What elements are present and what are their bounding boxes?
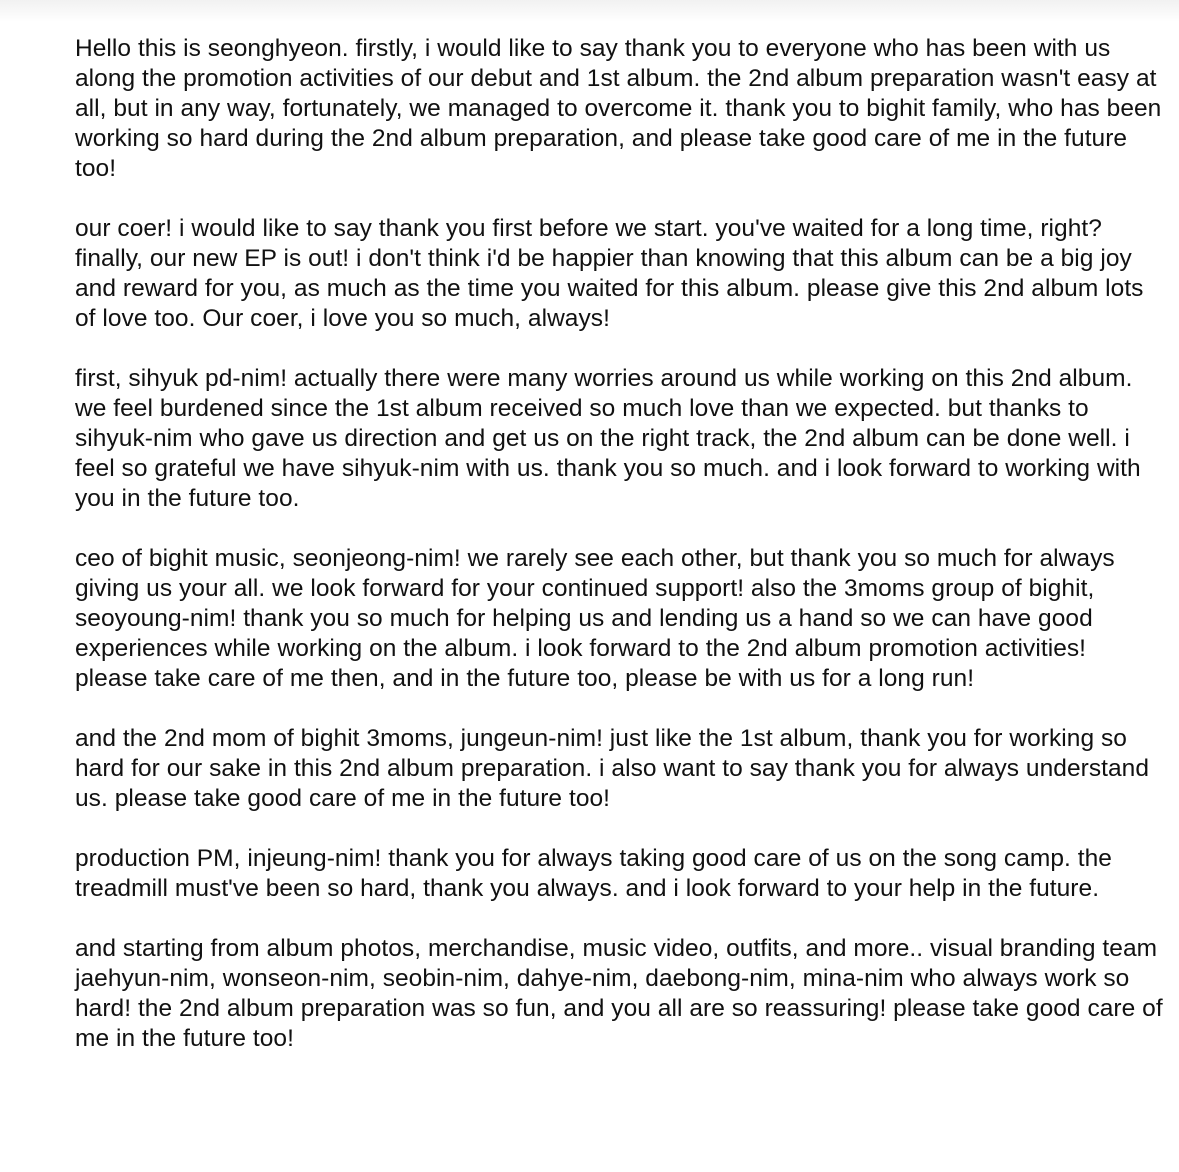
paragraph-coer: our coer! i would like to say thank you first before we start. you've waited for a long time, right? finally, our new EP is out! i don't think i'd be happier than knowing that this album can be a big joy and reward for you, as much as the time you waited for this album. please give this 2nd album lots of love too. Our coer, i love you so much, always! [75, 215, 1144, 332]
document-body [75, 34, 1165, 1054]
paragraph-jungeun: and the 2nd mom of bighit 3moms, jungeun-nim! just like the 1st album, thank you for working so hard for our sake in this 2nd album preparation. i also want to say thank you for always understand us. please take good care of me in the future too! [75, 725, 1150, 812]
paragraph-intro: Hello this is seonghyeon. firstly, i would like to say thank you to everyone who has been with us along the promotion activities of our debut and 1st album. the 2nd album preparation wasn't easy at all, but in any way, fortunately, we managed to overcome it. thank you to bighit family, who has been working so hard during the 2nd album preparation, and please take good care of me in the future too! [75, 35, 1162, 182]
paragraph-sihyuk: first, sihyuk pd-nim! actually there were many worries around us while working on this 2nd album. we feel burdened since the 1st album received so much love than we expected. but thanks to sihyuk-nim who gave us direction and get us on the right track, the 2nd album can be done well. i feel so grateful we have sihyuk-nim with us. thank you so much. and i look forward to working with you in the future too. [75, 365, 1141, 512]
paragraph-visual-branding: and starting from album photos, merchandise, music video, outfits, and more.. visual branding team jaehyun-nim, wonseon-nim, seobin-nim, dahye-nim, daebong-nim, mina-nim who always work so hard! the 2nd album preparation was so fun, and you all are so reassuring! please take good care of me in the future too! [75, 935, 1163, 1052]
paragraph-ceo: ceo of bighit music, seonjeong-nim! we rarely see each other, but thank you so much for always giving us your all. we look forward for your continued support! also the 3moms group of bighit, seoyoung-nim! thank you so much for helping us and lending us a hand so we can have good experiences while working on the album. i look forward to the 2nd album promotion activities! please take care of me then, and in the future too, please be with us for a long run! [75, 545, 1115, 692]
paragraph-injeung: production PM, injeung-nim! thank you for always taking good care of us on the song camp. the treadmill must've been so hard, thank you always. and i look forward to your help in the future. [75, 845, 1112, 902]
top-edge-shade [0, 0, 1179, 22]
